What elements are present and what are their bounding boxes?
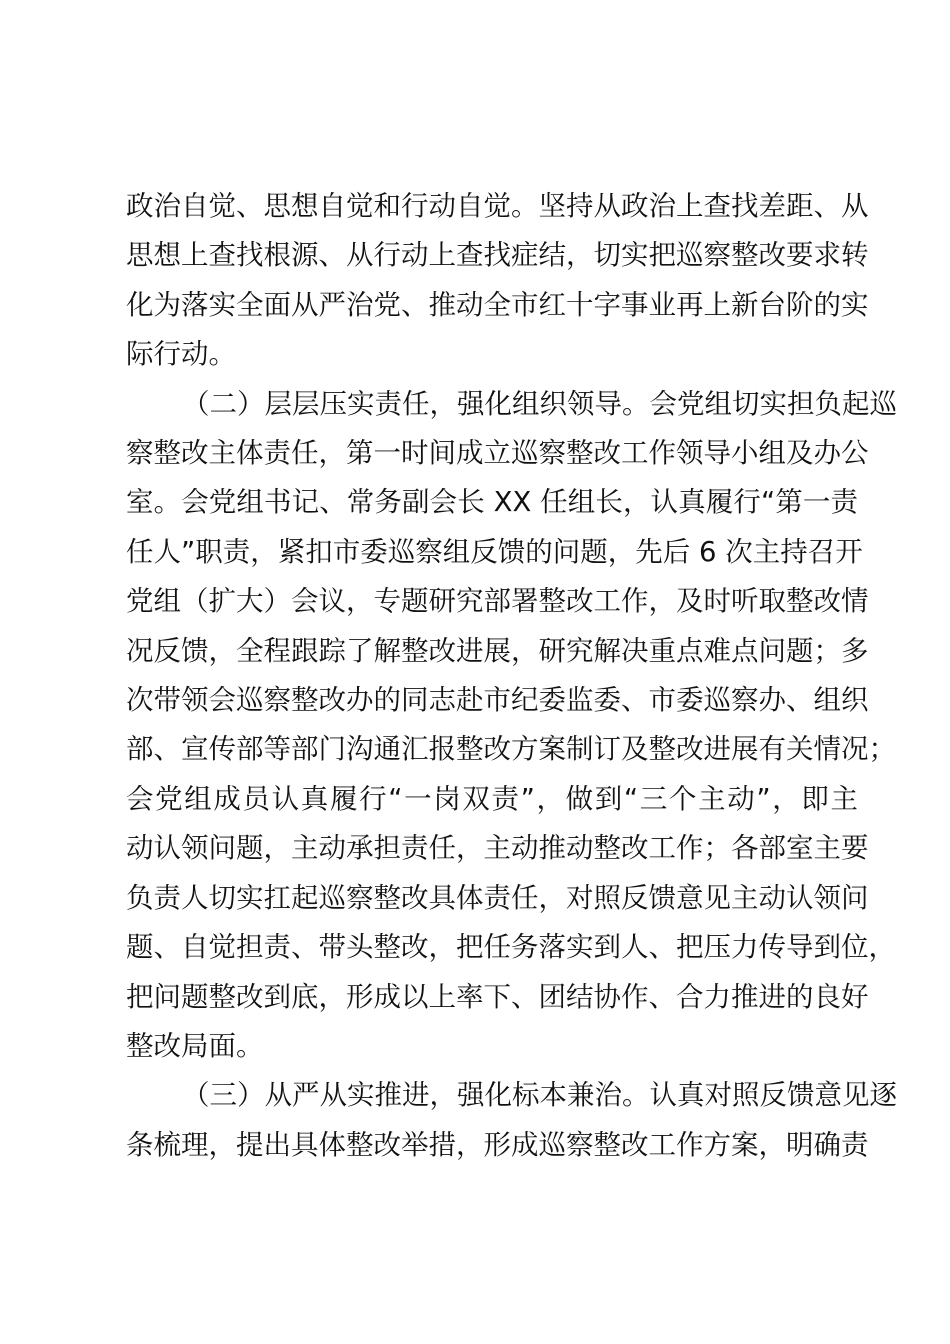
text-line: 察整改主体责任，第一时间成立巡察整改工作领导小组及办公 <box>126 437 869 470</box>
text-line: 动认领问题，主动承担责任，主动推动整改工作；各部室主要 <box>126 832 869 865</box>
text-line: 政治自觉、思想自觉和行动自觉。坚持从政治上查找差距、从 <box>126 190 869 222</box>
text-line: 题、自觉担责、带头整改，把任务落实到人、把压力传导到位， <box>126 931 896 964</box>
text-line: 整改局面。 <box>126 1029 264 1062</box>
text-line: 部、宣传部等部门沟通汇报整改方案制订及整改进展有关情况； <box>126 733 896 766</box>
paragraph-section-three <box>126 1071 897 1170</box>
text-line: 负责人切实扛起巡察整改具体责任，对照反馈意见主动认领问 <box>126 881 869 914</box>
text-line: 把问题整改到底，形成以上率下、团结协作、合力推进的良好 <box>126 980 869 1013</box>
paragraph-section-two <box>126 380 897 1072</box>
section-heading-line: （三）从严从实推进，强化标本兼治。认真对照反馈意见逐 <box>182 1079 897 1112</box>
paragraph-continuation <box>126 182 869 380</box>
text-line: 室。会党组书记、常务副会长 XX 任组长，认真履行“第一责 <box>126 486 858 519</box>
text-line: 条梳理，提出具体整改举措，形成巡察整改工作方案，明确责 <box>126 1128 869 1161</box>
text-line: 况反馈，全程跟踪了解整改进展，研究解决重点难点问题；多 <box>126 634 869 667</box>
text-line: 任人”职责，紧扣市委巡察组反馈的问题，先后 6 次主持召开 <box>126 535 863 568</box>
text-line: 思想上查找根源、从行动上查找症结，切实把巡察整改要求转 <box>126 239 869 272</box>
text-line: 会党组成员认真履行“一岗双责”，做到“三个主动”，即主 <box>126 782 858 815</box>
text-line: 化为落实全面从严治党、推动全市红十字事业再上新台阶的实 <box>126 288 869 321</box>
section-heading-line: （二）层层压实责任，强化组织领导。会党组切实担负起巡 <box>182 387 897 420</box>
text-line: 际行动。 <box>126 338 236 371</box>
text-line: 次带领会巡察整改办的同志赴市纪委监委、市委巡察办、组织 <box>126 684 869 717</box>
text-line: 党组（扩大）会议，专题研究部署整改工作，及时听取整改情 <box>126 585 869 618</box>
document-body <box>126 182 897 1170</box>
